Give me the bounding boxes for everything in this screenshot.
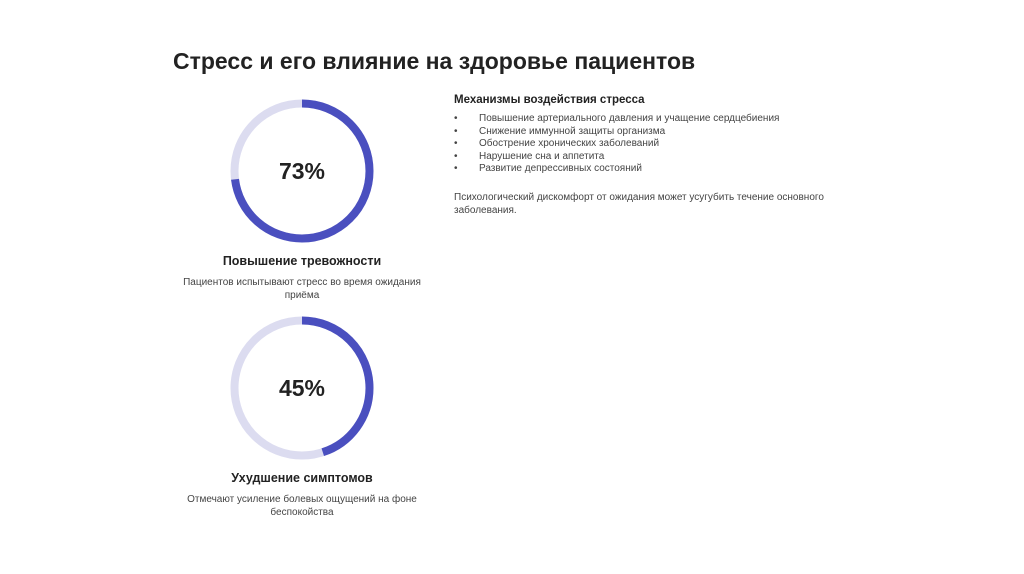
mechanisms-list [454,113,874,176]
bullet-icon: • [454,138,458,149]
stat-card-symptoms [172,313,432,519]
donut-value-anxiety: 73% [278,158,326,184]
donut-chart-symptoms [227,313,377,463]
list-item [454,113,874,126]
stat-heading-anxiety: Повышение тревожности [222,254,382,268]
stat-heading-symptoms: Ухудшение симптомов [231,471,373,485]
list-item-text: Нарушение сна и аппетита [479,150,605,162]
list-item [454,163,874,176]
list-item-text: Снижение иммунной защиты организма [479,125,666,137]
donut-chart-anxiety [227,96,377,246]
list-item [454,138,874,151]
stat-description-anxiety: Пациентов испытывают стресс во время ожидания приёма [183,277,421,301]
bullet-icon: • [454,125,458,137]
list-item [454,151,874,164]
stat-description-symptoms: Отмечают усиление болевых ощущений на фоне беспокойства [187,494,417,518]
mechanisms-title: Механизмы воздействия стресса [454,94,645,106]
list-item-text: Развитие депрессивных состояний [479,163,642,174]
list-item-text: Обострение хронических заболеваний [479,138,660,149]
donut-value-symptoms: 45% [278,375,326,401]
slide-title: Стресс и его влияние на здоровье пациентов [173,48,696,74]
bullet-icon: • [454,113,458,124]
bullet-icon: • [454,150,458,162]
mechanisms-section [454,94,874,217]
stat-card-anxiety [172,96,432,302]
list-item-text: Повышение артериального давления и учащение сердцебиения [479,113,780,124]
list-item [454,126,874,139]
bullet-icon: • [454,163,458,174]
mechanisms-note: Психологический дискомфорт от ожидания может усугубить течение основного заболевания. [454,191,824,216]
